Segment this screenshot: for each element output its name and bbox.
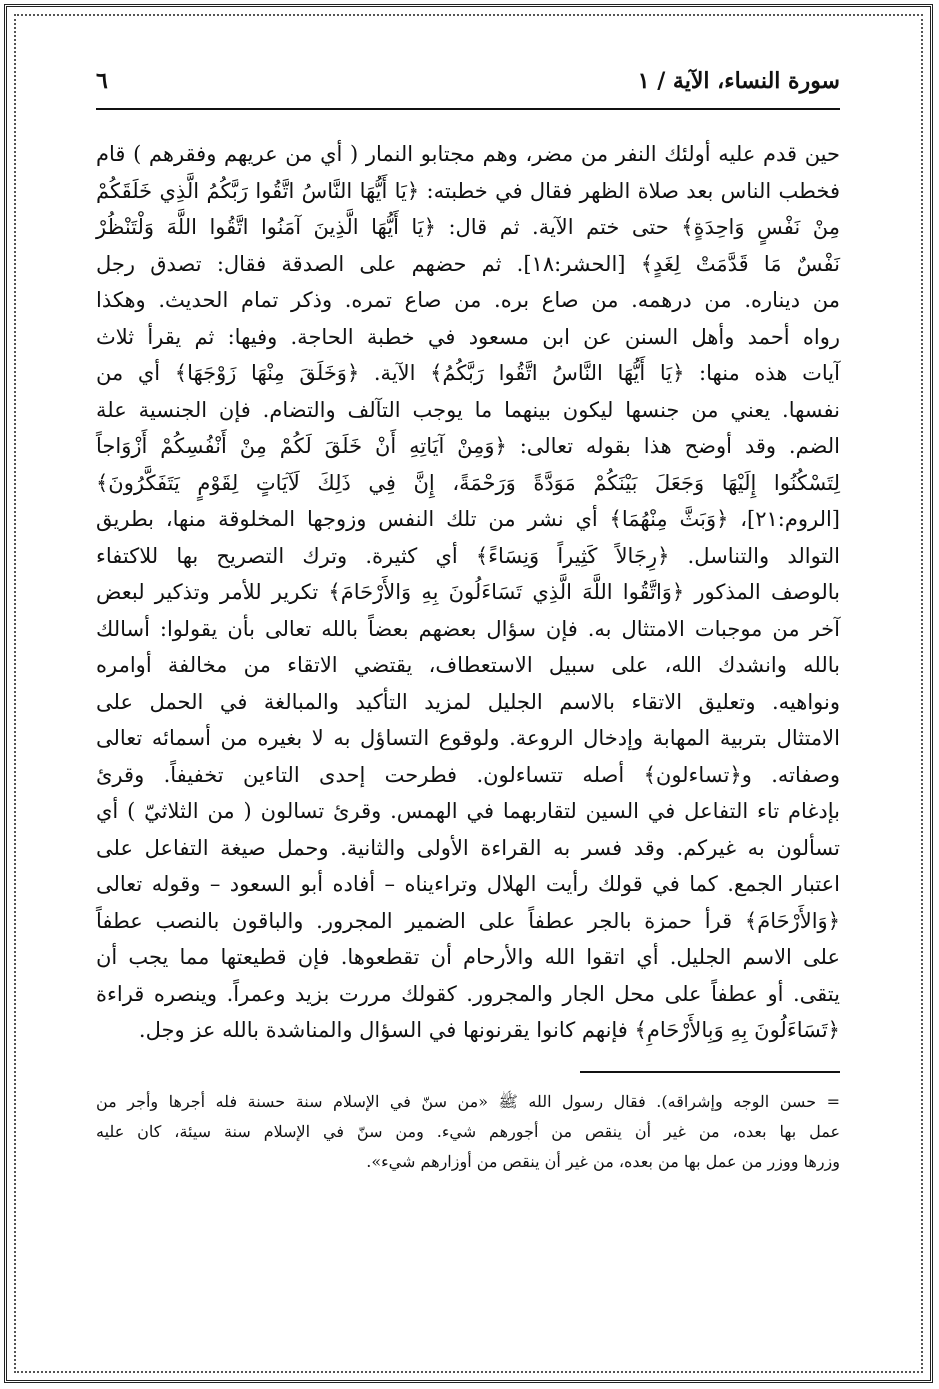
footnote	[96, 1087, 840, 1177]
text-line: آخر من موجبات الامتثال به. فإن سؤال بعضهم بعضاً بالله تعالى بأن يقولوا: أسالك	[96, 616, 840, 641]
text-line: رواه أحمد وأهل السنن عن ابن مسعود في خطبة الحاجة. وفيها: ثم يقرأ ثلاث	[96, 324, 840, 349]
text-line: نفسها. يعني من جنسها ليكون بينهما ما يوجب التآلف والتضام. فإن الجنسية علة	[96, 397, 840, 422]
text-line: التوالد والتناسل. ﴿رِجَالاً كَثِيراً وَنِسَاءً﴾ أي كثيرة. وترك التصريح بها للاكتفاء	[96, 543, 840, 568]
running-title: سورة النساء، الآية / ١	[637, 68, 840, 94]
text-line: [الروم:٢١]، ﴿وَبَثَّ مِنْهُمَا﴾ أي نشر من تلك النفس وزوجها المخلوقة منها، بطريق	[96, 507, 840, 531]
text-line: آيات هذه منها: ﴿يَا أَيُّهَا النَّاسُ اتَّقُوا رَبَّكُمُ﴾ الآية. ﴿وَخَلَقَ مِنْهَا زَوْجَهَا﴾ أي من	[96, 361, 840, 385]
text-line: حين قدم عليه أولئك النفر من مضر، وهم مجتابو النمار ( أي من عريهم وفقرهم ) قام	[96, 142, 840, 166]
text-line: بالوصف المذكور ﴿وَاتَّقُوا اللَّهَ الَّذِي تَسَاءَلُونَ بِهِ وَالأَرْحَامَ﴾ تكرير للأمر وتذكير لبعض	[96, 580, 840, 604]
footnote-rule	[580, 1071, 840, 1073]
text-line: لِتَسْكُنُوا إِلَيْهَا وَجَعَلَ بَيْنَكُمْ مَوَدَّةً وَرَحْمَةً، إِنَّ فِي ذَلِكَ لَآيَاتٍ لِقَوْمٍ يَتَفَكَّرُونَ﴾	[96, 470, 840, 495]
text-line: ﴿وَالأَرْحَامَ﴾ قرأ حمزة بالجر عطفاً على الضمير المجرور. والباقون بالنصب عطفاً	[96, 908, 840, 933]
footnote-line: = حسن الوجه وإشراقه). فقال رسول الله ﷺ «من سنّ في الإسلام سنة حسنة فله أجرها وأجر من	[96, 1091, 840, 1111]
running-header	[96, 68, 840, 108]
text-line: وصفاته. و﴿تساءلون﴾ أصله تتساءلون. فطرحت إحدى التاءين تخفيفاً. وقرئ	[96, 762, 840, 787]
text-line: الضم. وقد أوضح هذا بقوله تعالى: ﴿وَمِنْ آيَاتِهِ أَنْ خَلَقَ لَكُمْ مِنْ أَنْفُسِكُمْ أَزْوَاجاً	[96, 434, 840, 458]
book-page	[96, 68, 840, 1318]
text-line: تسألون به غيركم. وقد فسر به القراءة الأولى والثانية. وحمل صيغة التفاعل على	[96, 835, 840, 860]
text-line: من ديناره. من درهمه. من صاع بره. من صاع تمره. وذكر تمام الحديث. وهكذا	[96, 288, 840, 312]
text-line: نَفْسٌ مَا قَدَّمَتْ لِغَدٍ﴾ [الحشر:١٨]. ثم حضهم على الصدقة فقال: تصدق رجل	[96, 251, 840, 276]
footnote-line: عمل بها بعده، من غير أن ينقص من أجورهم شيء. ومن سنّ في الإسلام سنة سيئة، كان عليه	[96, 1121, 840, 1141]
page-number: ٦	[96, 68, 108, 94]
text-line: ونواهيه. وتعليق الاتقاء بالاسم الجليل لمزيد التأكيد والمبالغة في الحمل على	[96, 689, 840, 714]
text-line: ﴿تَسَاءَلُونَ بِهِ وَبِالأَرْحَامِ﴾ فإنهم كانوا يقرنونها في السؤال والمناشدة بالله عز وجل.	[138, 1018, 840, 1042]
footnote-line: وزرها ووزر من عمل بها من بعده، من غير أن ينقص من أوزارهم شيء».	[366, 1151, 840, 1171]
text-line: مِنْ نَفْسٍ وَاحِدَةٍ﴾ حتى ختم الآية. ثم قال: ﴿يَا أَيُّهَا الَّذِينَ آمَنُوا اتَّقُوا اللَّهَ وَلْتَنْظُرْ	[96, 215, 840, 239]
text-line: بالله وانشدك الله، على سبيل الاستعطاف، يقتضي الاتقاء من مخالفة أوامره	[96, 653, 840, 677]
text-line: اعتبار الجمع. كما في قولك رأيت الهلال وتراءيناه – أفاده أبو السعود – وقوله تعالى	[96, 872, 840, 896]
text-line: على الاسم الجليل. أي اتقوا الله والأرحام أن تقطعوها. فإن قطيعتها مما يجب أن	[96, 945, 840, 969]
main-text	[96, 136, 840, 1049]
text-line: بإدغام تاء التفاعل في السين لتقاربهما في الهمس. وقرئ تسالون ( من الثلاثيّ ) أي	[96, 799, 840, 823]
text-line: يتقى. أو عطفاً على محل الجار والمجرور. كقولك مررت بزيد وعمراً. وينصره قراءة	[96, 981, 840, 1006]
text-line: فخطب الناس بعد صلاة الظهر فقال في خطبته: ﴿يَا أَيُّهَا النَّاسُ اتَّقُوا رَبَّكُمُ الَّذِي خَلَقَكُمْ	[96, 178, 840, 203]
text-line: الامتثال بتربية المهابة وإدخال الروعة. ولوقوع التساؤل به لا بغيره من أسمائه تعالى	[96, 726, 840, 750]
header-rule	[96, 108, 840, 110]
